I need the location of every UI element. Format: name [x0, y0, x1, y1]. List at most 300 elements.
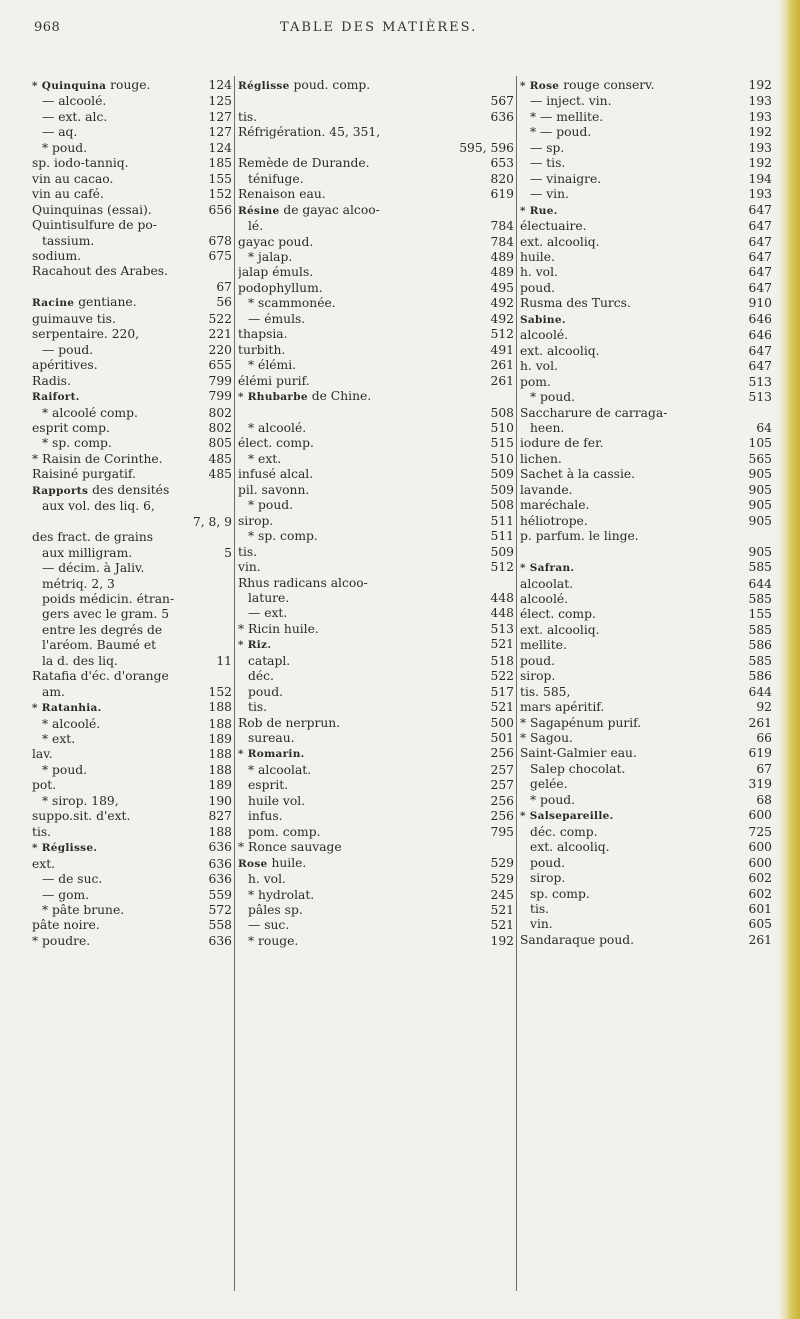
entry-text: * — poud.	[530, 125, 592, 140]
index-entry	[32, 234, 232, 249]
index-entry	[32, 94, 232, 109]
entry-page: 565	[748, 451, 772, 466]
entry-keyword: * Safran.	[520, 562, 575, 575]
entry-text: esprit comp.	[32, 420, 110, 435]
entry-text: * poud.	[248, 498, 294, 513]
entry-page: 644	[748, 684, 772, 699]
entry-page: 522	[208, 311, 232, 326]
index-entry	[238, 343, 514, 358]
entry-text: — vinaigre.	[530, 171, 602, 186]
entry-page: 585	[748, 653, 772, 668]
index-entry	[520, 623, 772, 638]
entry-keyword: Rose	[238, 857, 268, 870]
entry-page: 905	[748, 467, 772, 482]
entry-text: maréchale.	[520, 498, 590, 513]
entry-page: 511	[490, 529, 514, 544]
index-entry	[520, 328, 772, 343]
entry-text: thapsia.	[238, 327, 288, 342]
entry-text: 905	[748, 544, 772, 559]
entry-text: Renaison eau.	[238, 187, 326, 202]
index-entry	[32, 467, 232, 482]
entry-page	[228, 623, 232, 638]
running-head: TABLE DES MATIÈRES.	[280, 20, 478, 35]
index-entry	[32, 421, 232, 436]
entry-page: 64	[756, 420, 772, 435]
index-entry	[238, 856, 514, 872]
entry-keyword: Rapports	[32, 484, 89, 497]
entry-page: 636	[208, 872, 232, 887]
index-entry	[238, 436, 514, 451]
entry-page: 805	[208, 436, 232, 451]
entry-text: ext. alcooliq.	[530, 840, 610, 855]
index-entry	[238, 281, 514, 296]
index-entry	[32, 794, 232, 809]
page-edge-strip	[778, 0, 800, 1319]
entry-page: 585	[748, 622, 772, 637]
entry-page: 559	[208, 887, 232, 902]
entry-page: 489	[490, 265, 514, 280]
index-entry	[32, 732, 232, 747]
index-entry	[32, 592, 232, 607]
entry-text: tassium.	[42, 233, 95, 248]
index-entry	[32, 295, 232, 311]
index-entry	[238, 763, 514, 778]
entry-page: 522	[490, 669, 514, 684]
index-entry	[520, 452, 772, 467]
entry-text: rouge conserv.	[559, 78, 655, 92]
index-entry	[238, 700, 514, 715]
entry-text: lé.	[248, 219, 264, 234]
entry-page: 586	[748, 638, 772, 653]
index-entry	[520, 746, 772, 761]
index-entry	[520, 498, 772, 513]
entry-page: 155	[748, 607, 772, 622]
index-entry	[520, 716, 772, 731]
index-entry	[520, 94, 772, 109]
entry-text: pâles sp.	[248, 903, 303, 918]
entry-page: 784	[490, 219, 514, 234]
entry-text: l'aréom. Baumé et	[42, 638, 157, 653]
entry-text: entre les degrés de	[42, 622, 163, 637]
index-entry	[32, 717, 232, 732]
entry-page: 492	[490, 296, 514, 311]
index-entry	[520, 281, 772, 296]
index-entry	[238, 483, 514, 498]
entry-page: 529	[490, 872, 514, 887]
entry-text: h. vol.	[520, 265, 558, 280]
entry-text: métriq.	[42, 576, 88, 591]
entry-page: 192	[748, 125, 772, 140]
entry-text: h. vol.	[248, 872, 286, 887]
entry-page: 193	[748, 94, 772, 109]
entry-text: podophyllum.	[238, 280, 323, 295]
index-entry	[32, 312, 232, 327]
entry-page: 495	[490, 280, 514, 295]
index-entry	[520, 483, 772, 498]
index-entry	[32, 125, 232, 140]
entry-text: infus.	[248, 809, 283, 824]
entry-text: * poud.	[42, 762, 88, 777]
entry-page: 513	[490, 621, 514, 636]
entry-page: 675	[208, 248, 232, 263]
entry-page: 513	[748, 374, 772, 389]
index-entry	[238, 576, 514, 591]
entry-page: 221	[208, 327, 232, 342]
entry-text: poud.	[248, 684, 283, 699]
entry-page: 619	[490, 187, 514, 202]
entry-text: pot.	[32, 778, 57, 793]
entry-text: — alcoolé.	[42, 94, 107, 109]
entry-text: sp. iodo-tanniq.	[32, 156, 129, 171]
entry-keyword: Réglisse	[238, 80, 290, 92]
index-entry	[238, 406, 514, 421]
index-entry	[238, 560, 514, 575]
index-entry	[238, 746, 514, 762]
index-entry	[520, 436, 772, 451]
entry-keyword: Raifort.	[32, 391, 80, 404]
entry-page: 124	[208, 140, 232, 155]
entry-page	[510, 203, 514, 219]
entry-page	[768, 529, 772, 544]
entry-keyword: * Riz.	[238, 639, 272, 652]
entry-page: 188	[208, 700, 232, 715]
entry-keyword: Racine	[32, 297, 75, 310]
entry-page: 11	[216, 653, 232, 668]
index-entry	[520, 902, 772, 917]
entry-text: sp. comp.	[530, 886, 590, 901]
index-entry	[32, 156, 232, 171]
entry-page	[510, 389, 514, 405]
index-entry	[32, 763, 232, 778]
index-entry	[520, 592, 772, 607]
index-entry	[520, 560, 772, 576]
entry-text: — de suc.	[42, 872, 103, 887]
index-entry	[520, 871, 772, 886]
entry-page: 508	[490, 498, 514, 513]
entry-page: 647	[748, 343, 772, 358]
entry-page: 509	[490, 482, 514, 497]
index-entry	[238, 622, 514, 637]
index-entry	[32, 499, 232, 514]
index-entry	[32, 623, 232, 638]
index-entry	[32, 607, 232, 622]
entry-page: 529	[490, 855, 514, 870]
entry-text: Quintisulfure de po-	[32, 218, 157, 233]
entry-page: 492	[490, 311, 514, 326]
entry-text: iodure de fer.	[520, 436, 604, 451]
index-entry	[520, 359, 772, 374]
entry-text: ext. alcooliq.	[520, 234, 600, 249]
index-entry	[238, 606, 514, 621]
index-entry	[238, 654, 514, 669]
index-entry	[238, 731, 514, 746]
entry-text: pâte noire.	[32, 918, 100, 933]
entry-page: 653	[490, 156, 514, 171]
index-entry	[520, 141, 772, 156]
entry-text: tis.	[248, 700, 268, 715]
index-entry	[520, 840, 772, 855]
index-entry	[520, 514, 772, 529]
index-entry	[238, 809, 514, 824]
index-entry	[520, 110, 772, 125]
entry-text: alcoolé.	[520, 591, 569, 606]
entry-text: * rouge.	[248, 933, 299, 948]
index-entry	[238, 172, 514, 187]
entry-page: 515	[490, 436, 514, 451]
entry-page: 192	[748, 156, 772, 171]
index-entry	[238, 591, 514, 606]
entry-page: 256	[490, 809, 514, 824]
entry-page: 602	[748, 886, 772, 901]
entry-page: 510	[490, 451, 514, 466]
index-entry	[32, 436, 232, 451]
entry-keyword: Sabine.	[520, 313, 566, 326]
entry-text: * alcoolé comp.	[42, 405, 138, 420]
index-entry	[238, 452, 514, 467]
entry-text: suppo.sit. d'ext.	[32, 809, 131, 824]
entry-page: 448	[490, 590, 514, 605]
entry-text: * élémi.	[248, 358, 297, 373]
entry-text: lavande.	[520, 482, 573, 497]
entry-text: la d. des liq.	[42, 653, 118, 668]
entry-text: * Sagou.	[520, 731, 573, 746]
index-entry	[32, 934, 232, 949]
entry-text: Remède de Durande.	[238, 156, 370, 171]
entry-keyword: * Rue.	[520, 204, 558, 217]
entry-text: tis.	[238, 109, 258, 124]
index-entry	[238, 389, 514, 405]
entry-text: sureau.	[248, 731, 295, 746]
entry-text: élect. comp.	[238, 436, 314, 451]
entry-text: jalap émuls.	[238, 265, 314, 280]
entry-page: 188	[208, 716, 232, 731]
entry-text: — aq.	[42, 125, 78, 140]
entry-text: élémi purif.	[238, 373, 310, 388]
entry-page: 518	[490, 653, 514, 668]
entry-page: 105	[748, 436, 772, 451]
entry-page: 485	[208, 467, 232, 482]
entry-page: 448	[490, 606, 514, 621]
entry-text: sirop.	[520, 669, 556, 684]
index-entry	[32, 452, 232, 467]
index-entry	[32, 406, 232, 421]
entry-text: héliotrope.	[520, 513, 588, 528]
entry-text: — ext.	[248, 606, 288, 621]
entry-text: gelée.	[530, 777, 568, 792]
entry-page: 647	[748, 234, 772, 249]
index-entry	[238, 918, 514, 933]
entry-page: 127	[208, 109, 232, 124]
index-column-2	[238, 78, 514, 949]
entry-page: 827	[208, 809, 232, 824]
index-entry	[238, 327, 514, 342]
entry-text: — ext. alc.	[42, 109, 108, 124]
index-entry	[32, 857, 232, 872]
index-entry	[520, 78, 772, 94]
index-entry	[238, 421, 514, 436]
index-entry	[238, 872, 514, 887]
entry-page	[510, 576, 514, 591]
entry-page	[228, 218, 232, 233]
index-column-1	[32, 78, 232, 949]
index-entry	[520, 467, 772, 482]
entry-page: 192	[748, 78, 772, 92]
index-entry	[32, 249, 232, 264]
entry-text: * ext.	[248, 451, 282, 466]
entry-text: pom.	[520, 374, 551, 389]
entry-text: * sp. comp.	[42, 436, 112, 451]
index-entry	[520, 856, 772, 871]
entry-page: 655	[208, 358, 232, 373]
entry-text: — suc.	[248, 918, 290, 933]
index-entry	[32, 546, 232, 561]
entry-text: lature.	[248, 590, 290, 605]
index-entry	[238, 467, 514, 482]
entry-page: 521	[490, 700, 514, 715]
index-entry	[520, 933, 772, 948]
entry-page: 319	[748, 777, 772, 792]
entry-page: 521	[490, 903, 514, 918]
entry-page: 485	[208, 451, 232, 466]
entry-page: 905	[748, 498, 772, 513]
entry-text: rouge.	[106, 78, 151, 92]
entry-text: Sandaraque poud.	[520, 932, 635, 947]
entry-page: 188	[208, 824, 232, 839]
entry-page: 189	[208, 778, 232, 793]
column-rule	[516, 76, 517, 1291]
entry-page	[228, 607, 232, 622]
entry-text: des fract. de grains	[32, 530, 154, 545]
entry-page: 66	[756, 731, 772, 746]
entry-page	[228, 561, 232, 576]
entry-text: * alcoolé.	[42, 716, 101, 731]
entry-keyword: * Rhubarbe	[238, 391, 308, 404]
index-entry	[520, 235, 772, 250]
entry-text: huile.	[520, 249, 555, 264]
entry-page: 585	[748, 560, 772, 575]
entry-text: des densités	[88, 482, 170, 497]
entry-page: 647	[748, 202, 772, 217]
entry-page: 501	[490, 731, 514, 746]
entry-text: huile.	[267, 855, 307, 870]
entry-text: vin au café.	[32, 187, 104, 202]
entry-text: tis.	[530, 902, 550, 917]
index-entry	[238, 358, 514, 373]
entry-text: * — mellite.	[530, 109, 604, 124]
entry-text: * jalap.	[248, 249, 293, 264]
entry-page: 193	[748, 140, 772, 155]
index-entry	[520, 219, 772, 234]
index-entry	[520, 421, 772, 436]
index-entry	[32, 654, 232, 669]
index-entry	[32, 141, 232, 156]
entry-text: de Chine.	[307, 389, 372, 404]
index-entry	[238, 637, 514, 653]
entry-page: 646	[748, 311, 772, 326]
index-entry	[32, 280, 232, 295]
entry-page: 511	[490, 513, 514, 528]
index-entry	[32, 809, 232, 824]
entry-text: mellite.	[520, 638, 567, 653]
entry-text: huile vol.	[248, 793, 306, 808]
entry-page	[228, 483, 232, 499]
entry-page: 517	[490, 684, 514, 699]
entry-text: esprit.	[248, 778, 289, 793]
index-entry	[238, 94, 514, 109]
entry-text: * sp. comp.	[248, 529, 318, 544]
entry-text: élect. comp.	[520, 607, 596, 622]
index-entry	[32, 389, 232, 405]
index-entry	[238, 934, 514, 949]
entry-text: gentiane.	[74, 295, 137, 310]
entry-text: aux milligram.	[42, 545, 133, 560]
index-entry	[520, 187, 772, 202]
index-entry	[520, 887, 772, 902]
index-entry	[238, 250, 514, 265]
entry-page: 261	[748, 932, 772, 947]
index-entry	[238, 78, 514, 94]
index-entry	[32, 78, 232, 94]
entry-page: 256	[490, 746, 514, 761]
entry-text: aux vol. des liq. 6,	[42, 499, 155, 514]
entry-page: 795	[490, 824, 514, 839]
entry-text: Saint-Galmier eau.	[520, 746, 637, 761]
entry-page: 261	[748, 715, 772, 730]
index-entry	[238, 825, 514, 840]
index-entry	[520, 406, 772, 421]
entry-text: Racahout des Arabes.	[32, 264, 169, 279]
entry-text: serpentaire. 220,	[32, 327, 140, 342]
entry-page: 510	[490, 420, 514, 435]
entry-page: 92	[756, 700, 772, 715]
entry-text: catapl.	[248, 653, 291, 668]
entry-page: 152	[208, 684, 232, 699]
entry-page: 67	[756, 761, 772, 776]
entry-page: 68	[756, 792, 772, 807]
entry-text: * poud.	[530, 390, 576, 405]
index-entry	[520, 777, 772, 792]
entry-text: pil. savonn.	[238, 482, 310, 497]
entry-page: 188	[208, 747, 232, 762]
index-entry	[520, 762, 772, 777]
entry-page: 188	[208, 762, 232, 777]
entry-page: 190	[208, 793, 232, 808]
entry-page	[228, 669, 232, 684]
entry-text: — poud.	[42, 342, 94, 357]
entry-page: 521	[490, 918, 514, 933]
entry-text: * poud.	[42, 140, 88, 155]
entry-text: poids médicin. étran-	[42, 591, 175, 606]
entry-text: vin.	[530, 917, 553, 932]
entry-text: * sirop. 189,	[42, 793, 119, 808]
entry-text: * Sagapénum purif.	[520, 715, 642, 730]
entry-keyword: * Réglisse.	[32, 842, 98, 855]
entry-page: 910	[748, 296, 772, 311]
entry-text: Ratafia d'éc. d'orange	[32, 669, 169, 684]
entry-page: 605	[748, 917, 772, 932]
entry-text: ext.	[32, 856, 56, 871]
entry-page	[228, 530, 232, 545]
page-number: 968	[34, 20, 61, 35]
index-entry	[238, 545, 514, 560]
entry-text: vin au cacao.	[32, 171, 114, 186]
entry-page: 656	[208, 202, 232, 217]
entry-keyword: * Romarin.	[238, 748, 305, 761]
index-entry	[238, 669, 514, 684]
entry-page	[228, 638, 232, 653]
index-entry	[32, 218, 232, 233]
entry-text: de gayac alcoo-	[279, 202, 380, 217]
